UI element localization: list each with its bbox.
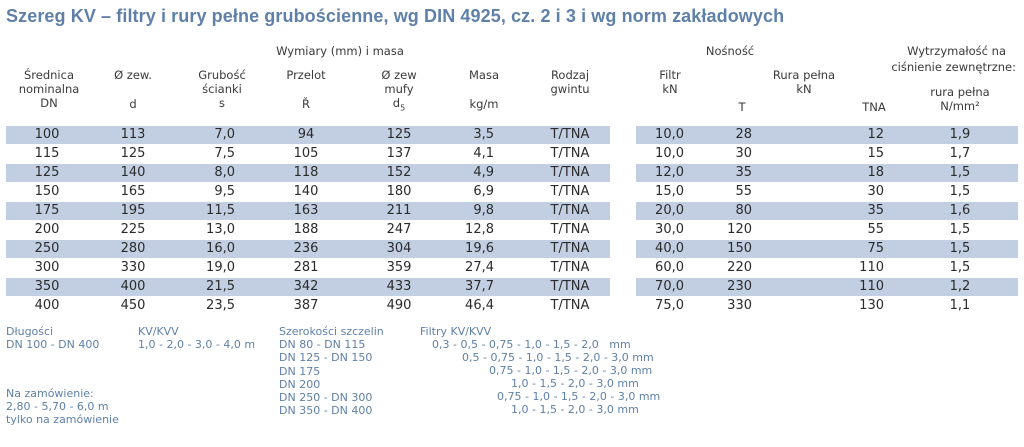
tna-load-cell: 130 (859, 298, 884, 313)
header-masa-l2: kg/m (469, 97, 499, 111)
wall-thickness-cell: 21,5 (206, 279, 235, 294)
tna-load-cell: 30 (867, 184, 884, 199)
thread-type-cell: T/TNA (550, 127, 590, 142)
diameter-cell: 165 (120, 184, 146, 199)
dn-cell: 250 (34, 241, 60, 256)
thread-type-cell: T/TNA (550, 165, 590, 180)
tna-load-cell: 110 (859, 260, 884, 275)
pressure-cell: 1,7 (949, 146, 971, 161)
thread-type-cell: T/TNA (550, 146, 590, 161)
mass-cell: 9,8 (473, 203, 494, 218)
header-przelot-l1: Przelot (286, 68, 326, 82)
dn-cell: 125 (34, 165, 60, 180)
thread-type-cell: T/TNA (550, 298, 590, 313)
filtry-value: 1,0 - 1,5 - 2,0 - 3,0 mm (511, 403, 639, 416)
table-row (0, 164, 1024, 182)
nosnosc-group-header: Nośność (705, 44, 755, 58)
table-row (0, 297, 1024, 315)
t-load-cell: 55 (735, 184, 752, 199)
wytrz-header-line1: Wytrzymałość na (907, 44, 1006, 58)
thread-type-cell: T/TNA (550, 279, 590, 294)
thread-type-cell: T/TNA (550, 222, 590, 237)
header-rodzaj-l2: gwintu (550, 82, 590, 96)
pressure-cell: 1,1 (949, 298, 971, 313)
filter-load-cell: 20,0 (655, 203, 684, 218)
header-zew-l2: d (129, 97, 137, 111)
wall-thickness-cell: 11,5 (206, 203, 235, 218)
table-row (0, 259, 1024, 277)
header-filtr-l1: Filtr (659, 68, 681, 82)
kv-label: KV/KVV (138, 325, 179, 338)
header-tna: TNA (862, 100, 886, 114)
filter-load-cell: 30,0 (655, 222, 684, 237)
bore-cell: 94 (297, 127, 315, 142)
filter-load-cell: 70,0 (655, 279, 684, 294)
header-rura-l2: kN (796, 82, 812, 96)
pressure-cell: 1,5 (949, 241, 971, 256)
header-filtr-l2: kN (662, 82, 678, 96)
header-grubosc-l2: ścianki (202, 82, 242, 96)
zamowienie-note: tylko na zamówienie (6, 413, 119, 427)
header-srednica-l3: DN (40, 96, 58, 110)
wytrz-header-line2: ciśnienie zewnętrzne: (891, 60, 1016, 74)
mass-cell: 3,5 (473, 127, 494, 142)
dn-cell: 350 (34, 279, 60, 294)
socket-diameter-cell: 304 (386, 241, 412, 256)
page-title: Szereg KV – filtry i rury pełne grubościenne, wg DIN 4925, cz. 2 i 3 i wg norm zakładowych (6, 6, 785, 26)
diameter-cell: 140 (120, 165, 146, 180)
dn-cell: 300 (34, 260, 60, 275)
wall-thickness-cell: 8,0 (214, 165, 235, 180)
filtry-value: 1,0 - 1,5 - 2,0 - 3,0 mm (511, 377, 639, 390)
diameter-cell: 125 (120, 146, 146, 161)
wall-thickness-cell: 7,5 (214, 146, 235, 161)
filtry-value: 0,75 - 1,0 - 1,5 - 2,0 - 3,0 mm (497, 390, 661, 403)
tna-load-cell: 35 (867, 203, 884, 218)
pressure-cell: 1,5 (949, 222, 971, 237)
socket-diameter-cell: 490 (386, 298, 412, 313)
szer-range: DN 80 - DN 115 (279, 338, 366, 352)
thread-type-cell: T/TNA (550, 260, 590, 275)
header-mufy-l2: mufy (384, 82, 414, 96)
mass-cell: 46,4 (465, 298, 494, 313)
tna-load-cell: 15 (867, 146, 884, 161)
diameter-cell: 225 (120, 222, 146, 237)
zamowienie-values: 2,80 - 5,70 - 6,0 m (6, 400, 109, 414)
header-mufy-l3 (367, 96, 431, 115)
dn-cell: 115 (34, 146, 60, 161)
header-mufy-sub: 5 (400, 103, 406, 113)
dlugosci-block (6, 325, 99, 351)
diameter-cell: 400 (120, 279, 146, 294)
wall-thickness-cell: 7,0 (214, 127, 235, 142)
szer-range: DN 125 - DN 150 (279, 351, 373, 365)
szerokosci-label: Szerokości szczelin (279, 325, 384, 338)
header-zew-l1: Ø zew. (114, 68, 152, 82)
filter-load-cell: 75,0 (655, 298, 684, 313)
szerokosci-block (279, 325, 384, 417)
bore-cell: 140 (293, 184, 319, 199)
bore-cell: 387 (293, 298, 319, 313)
mass-cell: 6,9 (473, 184, 494, 199)
t-load-cell: 230 (727, 279, 752, 294)
header-rurapelna-l2: N/mm² (940, 99, 980, 113)
table-row (0, 145, 1024, 163)
pressure-cell: 1,5 (949, 184, 971, 199)
pressure-cell: 1,6 (949, 203, 971, 218)
dlugosci-range: DN 100 - DN 400 (6, 338, 100, 352)
t-load-cell: 35 (735, 165, 752, 180)
wall-thickness-cell: 19,0 (206, 260, 235, 275)
szer-range: DN 250 - DN 300 (279, 391, 373, 405)
table-row (0, 126, 1024, 144)
table-row (0, 278, 1024, 296)
szer-range: DN 175 (279, 364, 321, 378)
pressure-cell: 1,5 (949, 165, 971, 180)
mass-cell: 27,4 (465, 260, 494, 275)
bore-cell: 236 (293, 241, 319, 256)
header-srednica-l2: nominalna (18, 82, 80, 96)
bore-cell: 163 (293, 203, 319, 218)
bore-cell: 342 (293, 279, 319, 294)
t-load-cell: 220 (727, 260, 752, 275)
mass-cell: 4,9 (473, 165, 494, 180)
filtry-label: Filtry KV/KVV (420, 325, 492, 338)
t-load-cell: 28 (735, 127, 752, 142)
mass-cell: 19,6 (465, 241, 494, 256)
socket-diameter-cell: 137 (386, 146, 412, 161)
socket-diameter-cell: 211 (386, 203, 412, 218)
bore-cell: 105 (293, 146, 319, 161)
filter-load-cell: 10,0 (655, 146, 684, 161)
bore-cell: 118 (293, 165, 319, 180)
dlugosci-label: Długości (6, 325, 54, 338)
tna-load-cell: 18 (867, 165, 884, 180)
table-row (0, 183, 1024, 201)
tna-load-cell: 12 (867, 127, 884, 142)
header-rurapelna-l1: rura pełna (930, 85, 990, 99)
tna-load-cell: 55 (867, 222, 884, 237)
pressure-cell: 1,2 (949, 279, 971, 294)
t-load-cell: 30 (735, 146, 752, 161)
szer-range: DN 350 - DN 400 (279, 404, 373, 418)
t-load-cell: 330 (727, 298, 752, 313)
diameter-cell: 450 (120, 298, 146, 313)
filtry-value: 0,5 - 0,75 - 1,0 - 1,5 - 2,0 - 3,0 mm (462, 351, 654, 364)
header-grubosc (185, 68, 259, 110)
thread-type-cell: T/TNA (550, 184, 590, 199)
socket-diameter-cell: 180 (386, 184, 412, 199)
header-rura-l1: Rura pełna (772, 68, 836, 82)
socket-diameter-cell: 152 (386, 165, 412, 180)
socket-diameter-cell: 247 (386, 222, 412, 237)
kv-values: 1,0 - 2,0 - 3,0 - 4,0 m (138, 338, 256, 352)
dn-cell: 150 (34, 184, 60, 199)
wall-thickness-cell: 13,0 (206, 222, 235, 237)
socket-diameter-cell: 433 (386, 279, 412, 294)
wall-thickness-cell: 9,5 (214, 184, 235, 199)
filtry-value: 0,75 - 1,0 - 1,5 - 2,0 - 3,0 mm (489, 364, 653, 377)
dn-cell: 200 (34, 222, 60, 237)
header-t: T (738, 100, 746, 114)
wall-thickness-cell: 16,0 (206, 241, 235, 256)
diameter-cell: 280 (120, 241, 146, 256)
t-load-cell: 120 (727, 222, 752, 237)
tna-load-cell: 75 (867, 241, 884, 256)
t-load-cell: 80 (735, 203, 752, 218)
kv-block (138, 325, 255, 351)
diameter-cell: 113 (120, 127, 146, 142)
table-row (0, 202, 1024, 220)
dn-cell: 175 (34, 203, 60, 218)
bore-cell: 188 (293, 222, 319, 237)
zamowienie-block (6, 387, 119, 427)
table-row (0, 221, 1024, 239)
socket-diameter-cell: 125 (386, 127, 412, 142)
thread-type-cell: T/TNA (550, 241, 590, 256)
table-row (0, 240, 1024, 258)
header-mufy-d: d (392, 96, 401, 110)
tna-load-cell: 110 (859, 279, 884, 294)
header-mufy (367, 68, 431, 115)
header-rodzaj-l1: Rodzaj (550, 68, 590, 82)
diameter-cell: 330 (120, 260, 146, 275)
header-przelot-l2: Ř (302, 97, 310, 111)
header-masa-l1: Masa (468, 68, 499, 82)
dn-cell: 100 (34, 127, 60, 142)
szer-range: DN 200 (279, 377, 321, 391)
header-grubosc-l1: Grubość (198, 68, 246, 82)
mass-cell: 12,8 (465, 222, 494, 237)
header-srednica-l1: Średnica (23, 68, 74, 82)
pressure-cell: 1,9 (949, 127, 971, 142)
header-grubosc-l3: s (219, 96, 225, 110)
wall-thickness-cell: 23,5 (206, 298, 235, 313)
filter-load-cell: 40,0 (655, 241, 684, 256)
diameter-cell: 195 (120, 203, 146, 218)
filter-load-cell: 60,0 (655, 260, 684, 275)
filter-load-cell: 12,0 (655, 165, 684, 180)
header-mufy-l1: Ø zew (381, 68, 417, 82)
mass-cell: 37,7 (465, 279, 494, 294)
filter-load-cell: 10,0 (655, 127, 684, 142)
bore-cell: 281 (293, 260, 319, 275)
dimensions-group-header: Wymiary (mm) i masa (276, 44, 404, 58)
filter-load-cell: 15,0 (655, 184, 684, 199)
zamowienie-label: Na zamówienie: (6, 387, 94, 400)
filtry-value: 0,3 - 0,5 - 0,75 - 1,0 - 1,5 - 2,0 mm (432, 338, 631, 351)
header-srednica (6, 68, 92, 110)
mass-cell: 4,1 (473, 146, 494, 161)
pressure-cell: 1,5 (949, 260, 971, 275)
socket-diameter-cell: 359 (386, 260, 412, 275)
t-load-cell: 150 (727, 241, 752, 256)
dn-cell: 400 (34, 298, 60, 313)
thread-type-cell: T/TNA (550, 203, 590, 218)
